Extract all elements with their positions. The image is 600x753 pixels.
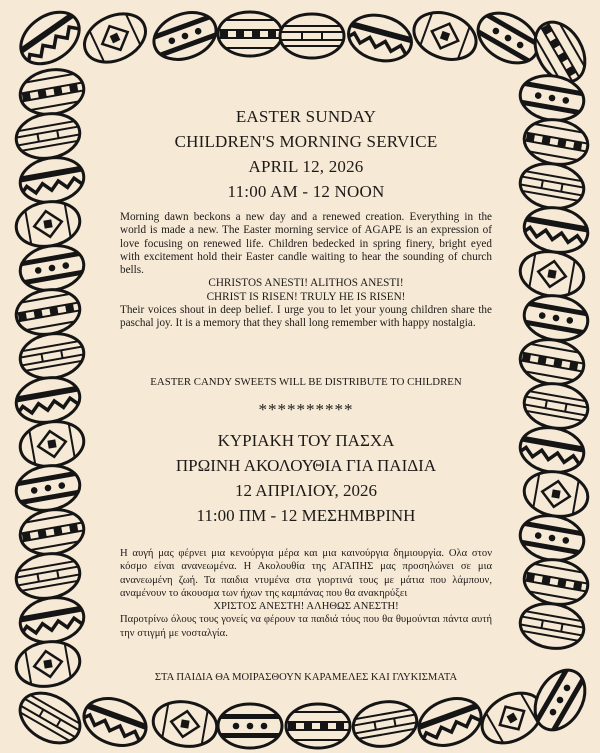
easter-egg [9,327,95,384]
easter-egg [9,239,95,296]
easter-egg [210,12,290,56]
easter-egg [4,679,95,753]
easter-egg [5,283,91,340]
easter-egg [272,14,352,58]
english-greeting-1: CHRISTOS ANESTI! ALITHOS ANESTI! [208,277,404,290]
greek-title-line-3: 12 ΑΠΡΙΛΙΟΥ, 2026 [234,481,377,500]
greek-greeting: ΧΡΙΣΤΟΣ ΑΝΕΣΤΗ! ΑΛΗΘΩΣ ΑΝΕΣΤΗ! [213,601,399,613]
english-paragraph-2: Their voices shout in deep belief. I urge you to let your young children share the paschal joy. It is a memory that they shall long remember with happy nostalgia. [120,304,492,330]
separator-stars: ********** [258,400,354,419]
greek-paragraph-1: Η αυγή μας φέρνει μια κενούργια μέρα και μια καινούργια δημιουργία. Ολα στον κόσμο είναι ανανεωμένα. Η Ακολουθία της ΑΓΑΠΗΣ μας προσηλώνει σε μια ανανεωμένη ζωή. Τα παιδια ντυμένα στα γιορτινά τους με μάτια που λάμπουν, αναμένουν το άκουσμα των ήχων της καμπάνας που θα ανακηρύξει [120,548,492,599]
easter-egg [9,151,95,208]
easter-egg [210,704,290,748]
easter-egg [513,113,599,170]
english-title-line-3: APRIL 12, 2026 [248,157,364,176]
easter-egg [509,421,595,478]
greek-title-line-4: 11:00 ΠΜ - 12 ΜΕΣΗΜΒΡΙΝΗ [196,506,416,525]
greek-body [120,547,492,640]
greek-paragraph-2: Παροτρίνω όλους τους γονείς να φέρουν τα παιδιά τόυς που θα θυμούνται πάντα αυτή την στιγμή με νοσταλγία. [120,614,492,639]
greek-title [120,428,492,528]
easter-egg [405,0,486,75]
easter-egg [509,509,595,566]
english-title [120,104,492,204]
easter-egg [140,2,230,71]
easter-egg [509,157,595,214]
english-title-line-1: EASTER SUNDAY [235,107,377,126]
english-body [120,211,492,331]
easter-egg [278,704,358,748]
easter-egg [5,547,91,604]
english-title-line-2: CHILDREN'S MORNING SERVICE [174,132,438,151]
easter-egg [342,695,428,752]
easter-egg [513,553,599,610]
easter-egg [509,597,595,654]
english-greeting-2: CHRIST IS RISEN! TRULY HE IS RISEN! [206,290,406,303]
easter-egg [5,459,91,516]
easter-egg [509,333,595,390]
easter-egg [9,63,95,120]
easter-egg [73,0,156,79]
easter-egg [513,201,599,258]
english-paragraph-1: Morning dawn beckons a new day and a renewed creation. Everything in the world is made a new. The Easter morning service of AGAPE is an expression of love focusing on renewed life. Children bedecked in spring finery, bright eyed with excitement hold their Easter candle waiting to hear the sounding of church bells. [120,211,492,277]
easter-egg [513,377,599,434]
easter-egg [5,0,96,79]
greek-title-line-2: ΠΡΩΙΝΗ ΑΚΟΛΟΥΘΙΑ ΓΙΑ ΠΑΙΔΙΑ [175,456,437,475]
easter-egg [70,688,160,753]
easter-egg [336,6,425,69]
easter-egg [509,69,595,126]
easter-egg [5,371,91,428]
easter-egg [148,689,221,753]
easter-egg [513,289,599,346]
easter-egg [9,591,95,648]
greek-title-line-1: ΚΥΡΙΑΚΗ ΤΟΥ ΠΑΣΧΑ [217,431,395,450]
easter-egg [9,503,95,560]
english-title-line-4: 11:00 AM - 12 NOON [227,182,385,201]
greek-candy-note: ΣΤΑ ΠΑΙΔΙΑ ΘΑ ΜΟΙΡΑΣΘΟΥΝ ΚΑΡΑΜΕΛΕΣ ΚΑΙ ΓΛΥΚΙΣΜΑΤΑ [154,672,458,683]
english-candy-note: EASTER CANDY SWEETS WILL BE DISTRIBUTE TO CHILDREN [150,376,462,388]
easter-egg [5,107,91,164]
